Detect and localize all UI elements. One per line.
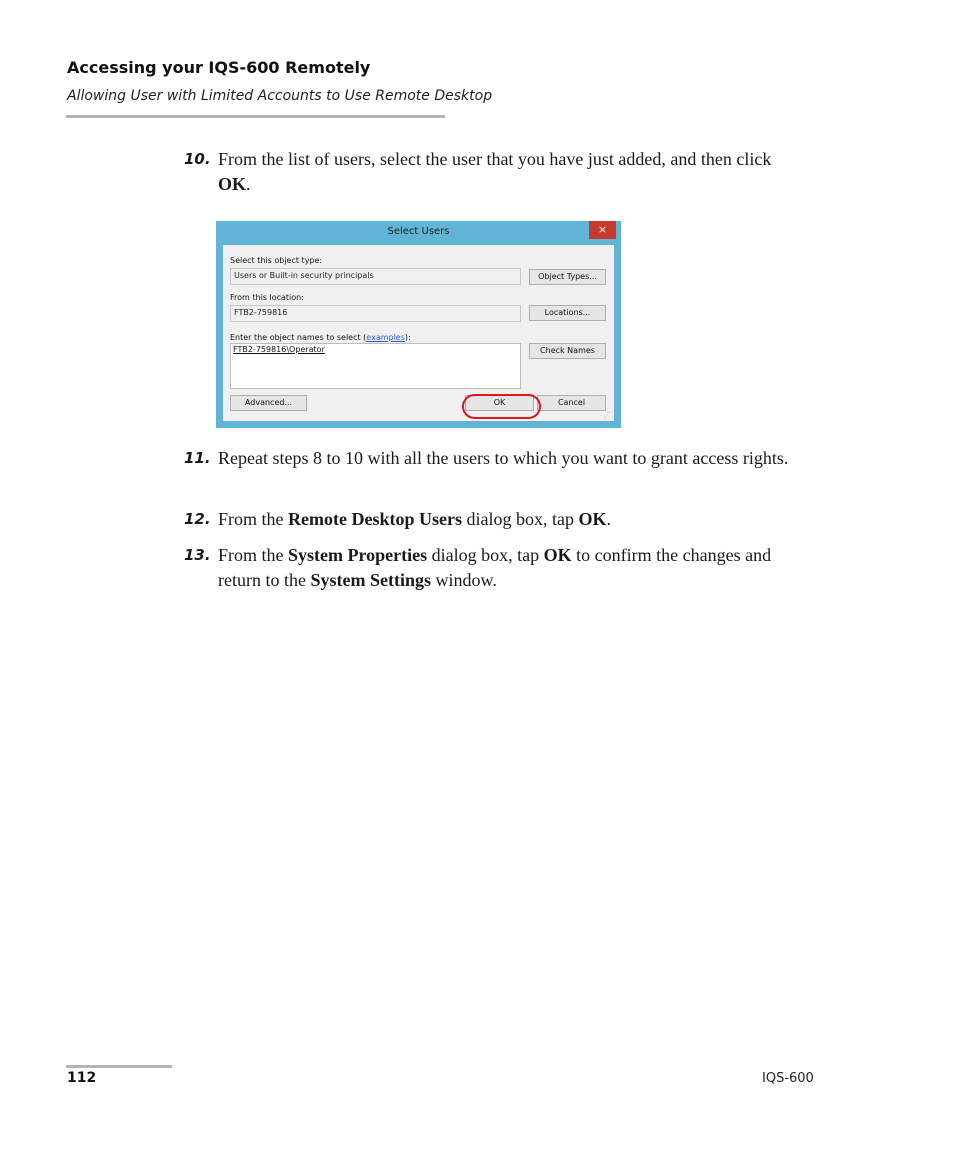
step-text-run: From the bbox=[218, 509, 288, 529]
step-text-bold: OK bbox=[218, 174, 247, 194]
object-names-label-prefix: Enter the object names to select ( bbox=[230, 333, 367, 342]
ok-button[interactable]: OK bbox=[465, 395, 534, 411]
object-names-label bbox=[230, 333, 411, 342]
step-item bbox=[184, 507, 794, 532]
dialog-title: Select Users bbox=[387, 226, 450, 237]
step-text-run: Repeat steps 8 to 10 with all the users to which you want to grant access rights. bbox=[218, 448, 789, 468]
ok-highlight-circle bbox=[462, 394, 541, 419]
step-text-bold: System Properties bbox=[288, 545, 428, 565]
object-type-field: Users or Built-in security principals bbox=[230, 268, 521, 285]
step-text bbox=[218, 446, 794, 471]
step-text-run: window. bbox=[430, 570, 497, 590]
step-text-run: From the bbox=[218, 545, 288, 565]
step-text-run: dialog box, tap bbox=[461, 509, 579, 529]
object-type-label: Select this object type: bbox=[230, 256, 323, 265]
step-text-bold: OK bbox=[543, 545, 572, 565]
cancel-button[interactable]: Cancel bbox=[537, 395, 606, 411]
object-names-label-suffix: ): bbox=[404, 333, 411, 342]
step-number: 13. bbox=[184, 546, 211, 564]
step-number: 12. bbox=[184, 510, 211, 528]
page-header-subtitle: Allowing User with Limited Accounts to Use Remote Desktop bbox=[67, 88, 493, 104]
footer-rule bbox=[66, 1065, 172, 1068]
page-number: 112 bbox=[67, 1070, 97, 1086]
resize-grip-icon[interactable]: ⋰ bbox=[604, 411, 611, 419]
object-types-button[interactable]: Object Types... bbox=[529, 269, 606, 285]
step-text bbox=[218, 147, 794, 197]
step-text-run: dialog box, tap bbox=[427, 545, 544, 565]
step-text-run: From the list of users, select the user that you have just added, and then click bbox=[218, 149, 772, 169]
step-number: 11. bbox=[184, 449, 211, 467]
step-text bbox=[218, 543, 794, 593]
object-names-input[interactable] bbox=[230, 343, 521, 389]
step-text-bold: OK bbox=[578, 509, 607, 529]
step-item bbox=[184, 446, 794, 471]
header-rule bbox=[66, 115, 445, 118]
step-number: 10. bbox=[184, 150, 211, 168]
location-label: From this location: bbox=[230, 293, 304, 302]
close-icon[interactable]: × bbox=[589, 221, 616, 239]
advanced-button[interactable]: Advanced... bbox=[230, 395, 307, 411]
step-text bbox=[218, 507, 794, 532]
object-name-entry: FTB2-759816\Operator bbox=[233, 345, 325, 354]
step-text-run: . bbox=[246, 174, 251, 194]
step-text-run: . bbox=[606, 509, 611, 529]
locations-button[interactable]: Locations... bbox=[529, 305, 606, 321]
location-field: FTB2-759816 bbox=[230, 305, 521, 322]
dialog-body bbox=[223, 245, 614, 421]
step-item bbox=[184, 147, 794, 197]
step-item bbox=[184, 543, 794, 593]
examples-link[interactable]: examples bbox=[366, 333, 405, 342]
step-text-bold: System Settings bbox=[310, 570, 431, 590]
product-name: IQS-600 bbox=[762, 1071, 814, 1086]
check-names-button[interactable]: Check Names bbox=[529, 343, 606, 359]
page-header-title: Accessing your IQS-600 Remotely bbox=[67, 58, 371, 77]
step-text-run: to confirm the changes and return to the bbox=[218, 545, 772, 590]
select-users-dialog bbox=[216, 221, 621, 428]
step-text-bold: Remote Desktop Users bbox=[288, 509, 462, 529]
